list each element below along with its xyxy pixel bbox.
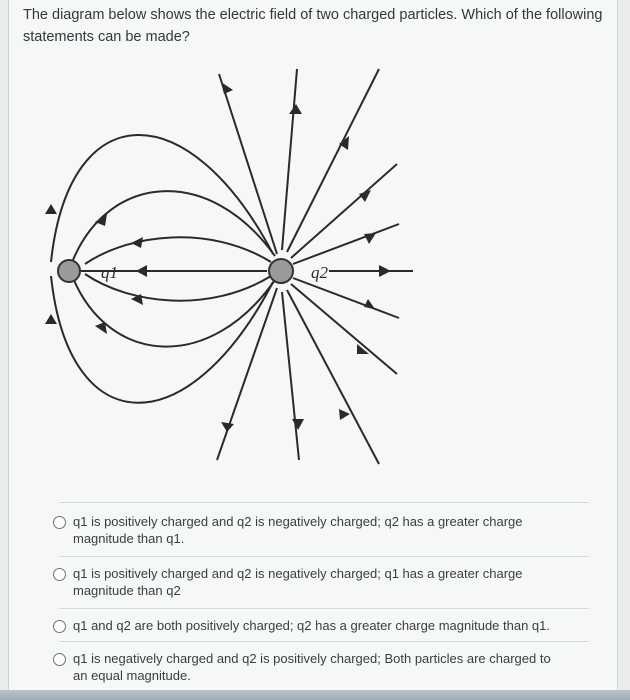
- divider: [59, 556, 589, 557]
- arrowhead: [45, 204, 57, 214]
- arrowhead: [364, 299, 375, 309]
- arrowhead: [364, 233, 376, 244]
- arrowhead: [292, 419, 304, 430]
- divider: [59, 502, 589, 503]
- field-line-down-2: [282, 292, 299, 460]
- field-line-outer-top: [51, 135, 273, 262]
- radio-button-icon[interactable]: [53, 620, 66, 633]
- answer-option-text: q1 is positively charged and q2 is negatively charged; q1 has a greater charge magnitude than q2: [73, 566, 523, 598]
- arrowhead: [379, 265, 391, 277]
- arrowhead: [289, 104, 302, 114]
- radio-button-icon[interactable]: [53, 568, 66, 581]
- charge-q1: [58, 260, 80, 282]
- answer-option-3[interactable]: [53, 617, 563, 634]
- field-line-up-1: [219, 74, 277, 254]
- field-line-loop-top-3: [85, 237, 271, 264]
- divider: [59, 608, 589, 609]
- field-line-down-1: [217, 288, 277, 460]
- answer-option-text: q1 is positively charged and q2 is negatively charged; q2 has a greater charge magnitude than q1.: [73, 514, 523, 546]
- question-card: [8, 0, 618, 690]
- answer-option-4[interactable]: [53, 650, 563, 684]
- question-text: The diagram below shows the electric field of two charged particles. Which of the following statements can be made?: [23, 7, 603, 45]
- field-line-outer-bottom: [51, 276, 273, 403]
- answer-option-2[interactable]: [53, 565, 563, 599]
- arrowhead: [221, 82, 233, 94]
- answer-option-text: q1 and q2 are both positively charged; q2 has a greater charge magnitude than q1.: [73, 618, 550, 633]
- arrowhead: [221, 422, 234, 432]
- field-line-up-5: [293, 224, 399, 264]
- field-lines-svg: [39, 64, 439, 474]
- field-line-up-3: [287, 69, 379, 252]
- arrowhead: [339, 409, 350, 420]
- radio-button-icon[interactable]: [53, 516, 66, 529]
- arrowhead: [131, 237, 143, 248]
- arrowhead: [95, 322, 107, 334]
- electric-field-diagram: [39, 64, 439, 479]
- arrowhead: [45, 314, 57, 324]
- answer-option-1[interactable]: [53, 513, 563, 547]
- bottom-edge-bar: [0, 690, 630, 700]
- answer-option-text: q1 is negatively charged and q2 is positively charged; Both particles are charged to an equal magnitude.: [73, 651, 551, 683]
- label-q2: q2: [311, 263, 328, 282]
- label-q1: q1: [101, 263, 118, 282]
- divider: [59, 641, 589, 642]
- arrowhead: [136, 265, 147, 277]
- arrowhead: [95, 214, 107, 226]
- charge-q2: [269, 259, 293, 283]
- field-line-down-3: [287, 290, 379, 464]
- radio-button-icon[interactable]: [53, 653, 66, 666]
- field-line-up-2: [282, 69, 297, 250]
